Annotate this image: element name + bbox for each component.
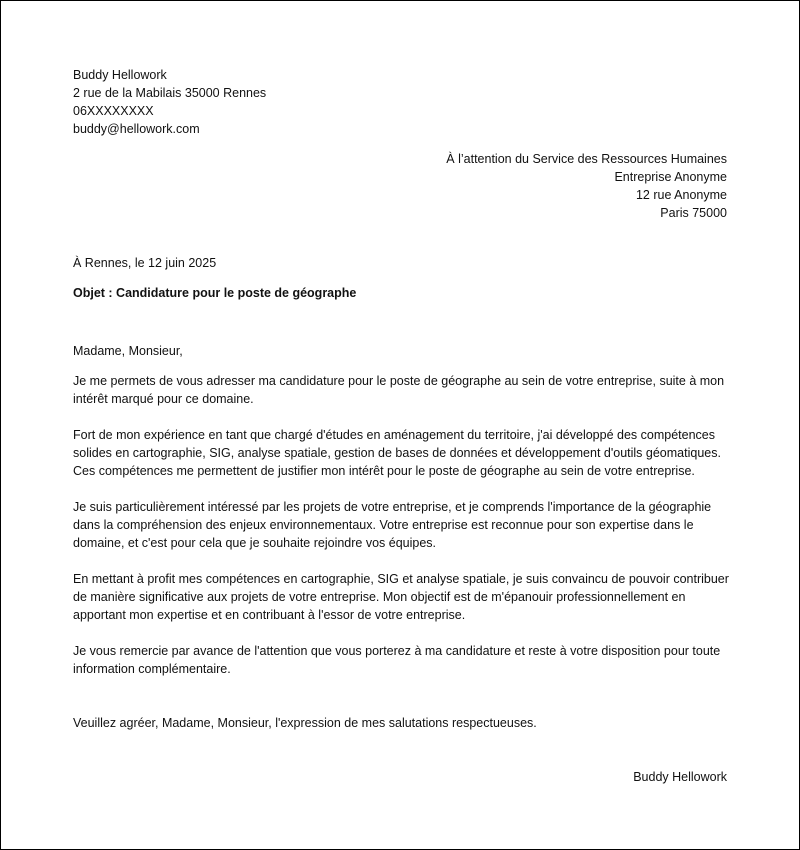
sender-email: buddy@hellowork.com: [73, 122, 200, 136]
recipient-attention: À l’attention du Service des Ressources Humaines: [446, 152, 727, 166]
body-paragraph: En mettant à profit mes compétences en cartographie, SIG et analyse spatiale, je suis convaincu de pouvoir contribuer de manière significative aux projets de votre entreprise. Mon objectif est de m'épanouir professionnellement en apportant mon expertise et en contribuant à l'essor de votre entreprise.: [73, 572, 729, 622]
recipient-street: 12 rue Anonyme: [635, 188, 727, 202]
letter-subject: Objet : Candidature pour le poste de géographe: [73, 286, 357, 300]
letter-signature: Buddy Hellowork: [633, 770, 727, 784]
letter-closing: Veuillez agréer, Madame, Monsieur, l'expression de mes salutations respectueuses.: [73, 716, 537, 730]
sender-phone: 06XXXXXXXX: [73, 104, 154, 118]
sender-block: [73, 66, 266, 138]
recipient-company: Entreprise Anonyme: [614, 170, 727, 184]
body-paragraph: Je me permets de vous adresser ma candidature pour le poste de géographe au sein de votre entreprise, suite à mon intérêt marqué pour ce domaine.: [73, 374, 725, 406]
letter-body: [73, 372, 733, 696]
body-paragraph: Fort de mon expérience en tant que chargé d'études en aménagement du territoire, j'ai développé des compétences solides en cartographie, SIG, analyse spatiale, gestion de bases de données et développement d'outils géomatiques. Ces compétences me permettent de justifier mon intérêt pour le poste de géographe au sein de votre entreprise.: [73, 428, 721, 478]
letter-date: À Rennes, le 12 juin 2025: [73, 256, 217, 270]
body-paragraph: Je vous remercie par avance de l'attention que vous porterez à ma candidature et reste à votre disposition pour toute information complémentaire.: [73, 644, 721, 676]
letter-greeting: Madame, Monsieur,: [73, 344, 183, 358]
body-paragraph: Je suis particulièrement intéressé par les projets de votre entreprise, et je comprends l'importance de la géographie dans la compréhension des enjeux environnementaux. Votre entreprise est reconnue pour son expertise dans le domaine, et c'est pour cela que je souhaite rejoindre vos équipes.: [73, 500, 712, 550]
recipient-city: Paris 75000: [660, 206, 727, 220]
recipient-block: [446, 150, 727, 222]
sender-address: 2 rue de la Mabilais 35000 Rennes: [73, 86, 267, 100]
sender-name: Buddy Hellowork: [73, 68, 167, 82]
